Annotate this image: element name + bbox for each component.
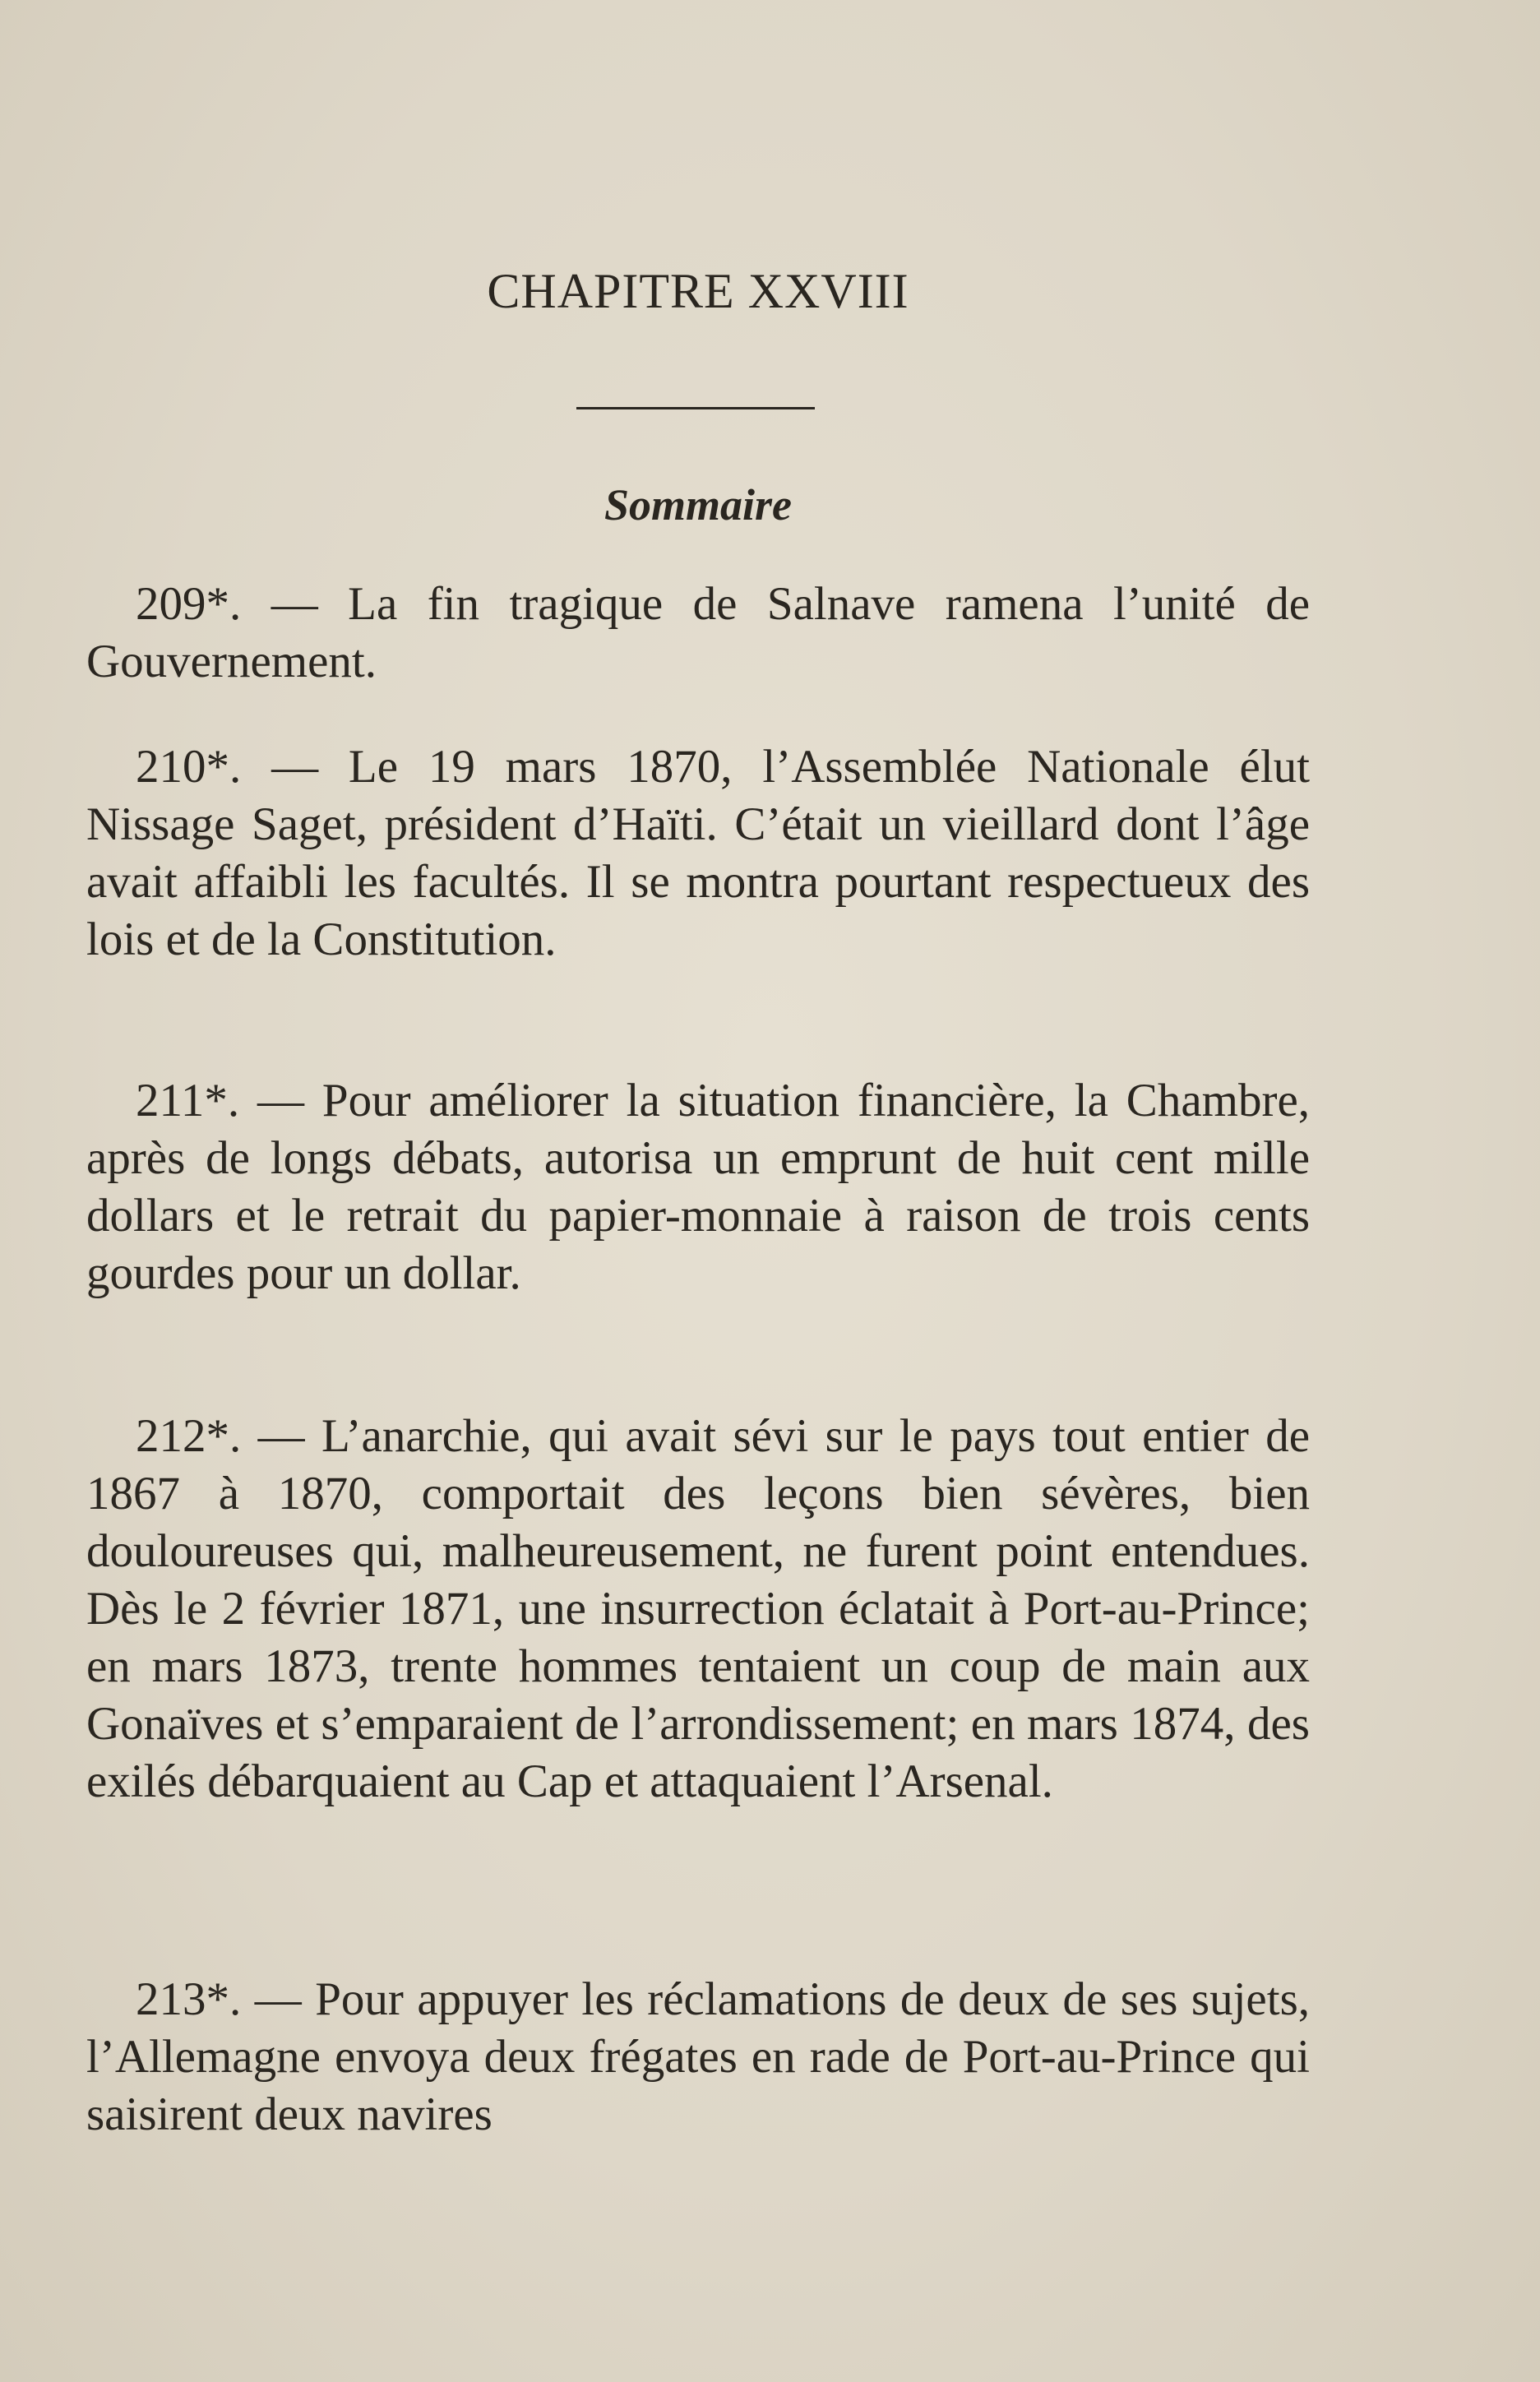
summary-heading: Sommaire [604, 480, 793, 530]
paragraph-212: 212*. — L’anarchie, qui avait sévi sur le pays tout entier de 1867 à 1870, comportait des leçons bien sévères, bien douloureuses qui, malheureusement, ne furent point entendues. Dès le 2 février 1871, une insurrection éclatait à Port-au-Prince; en mars 1873, trente hommes tentaient un coup de main aux Gonaïves et s’emparaient de l’arrondissement; en mars 1874, des exilés débarquaient au Cap et attaquaient l’Arsenal. [86, 1410, 1310, 1807]
paragraph-209: 209*. — La fin tragique de Salnave ramena l’unité de Gouvernement. [86, 578, 1310, 687]
title-divider [576, 407, 815, 409]
paragraph-213: 213*. — Pour appuyer les réclamations de deux de ses sujets, l’Allemagne envoya deux frégates en rade de Port-au-Prince qui saisirent deux navires [86, 1973, 1310, 2140]
paragraph-210: 210*. — Le 19 mars 1870, l’Assemblée Nationale élut Nissage Saget, président d’Haïti. C’était un vieillard dont l’âge avait affaibli les facultés. Il se montra pourtant respectueux des lois et de la Constitution. [86, 741, 1310, 965]
paragraph-211: 211*. — Pour améliorer la situation financière, la Chambre, après de longs débats, autorisa un emprunt de huit cent mille dollars et le retrait du papier-monnaie à raison de trois cents gourdes pour un dollar. [86, 1075, 1310, 1299]
chapter-title: CHAPITRE XXVIII [487, 264, 909, 318]
